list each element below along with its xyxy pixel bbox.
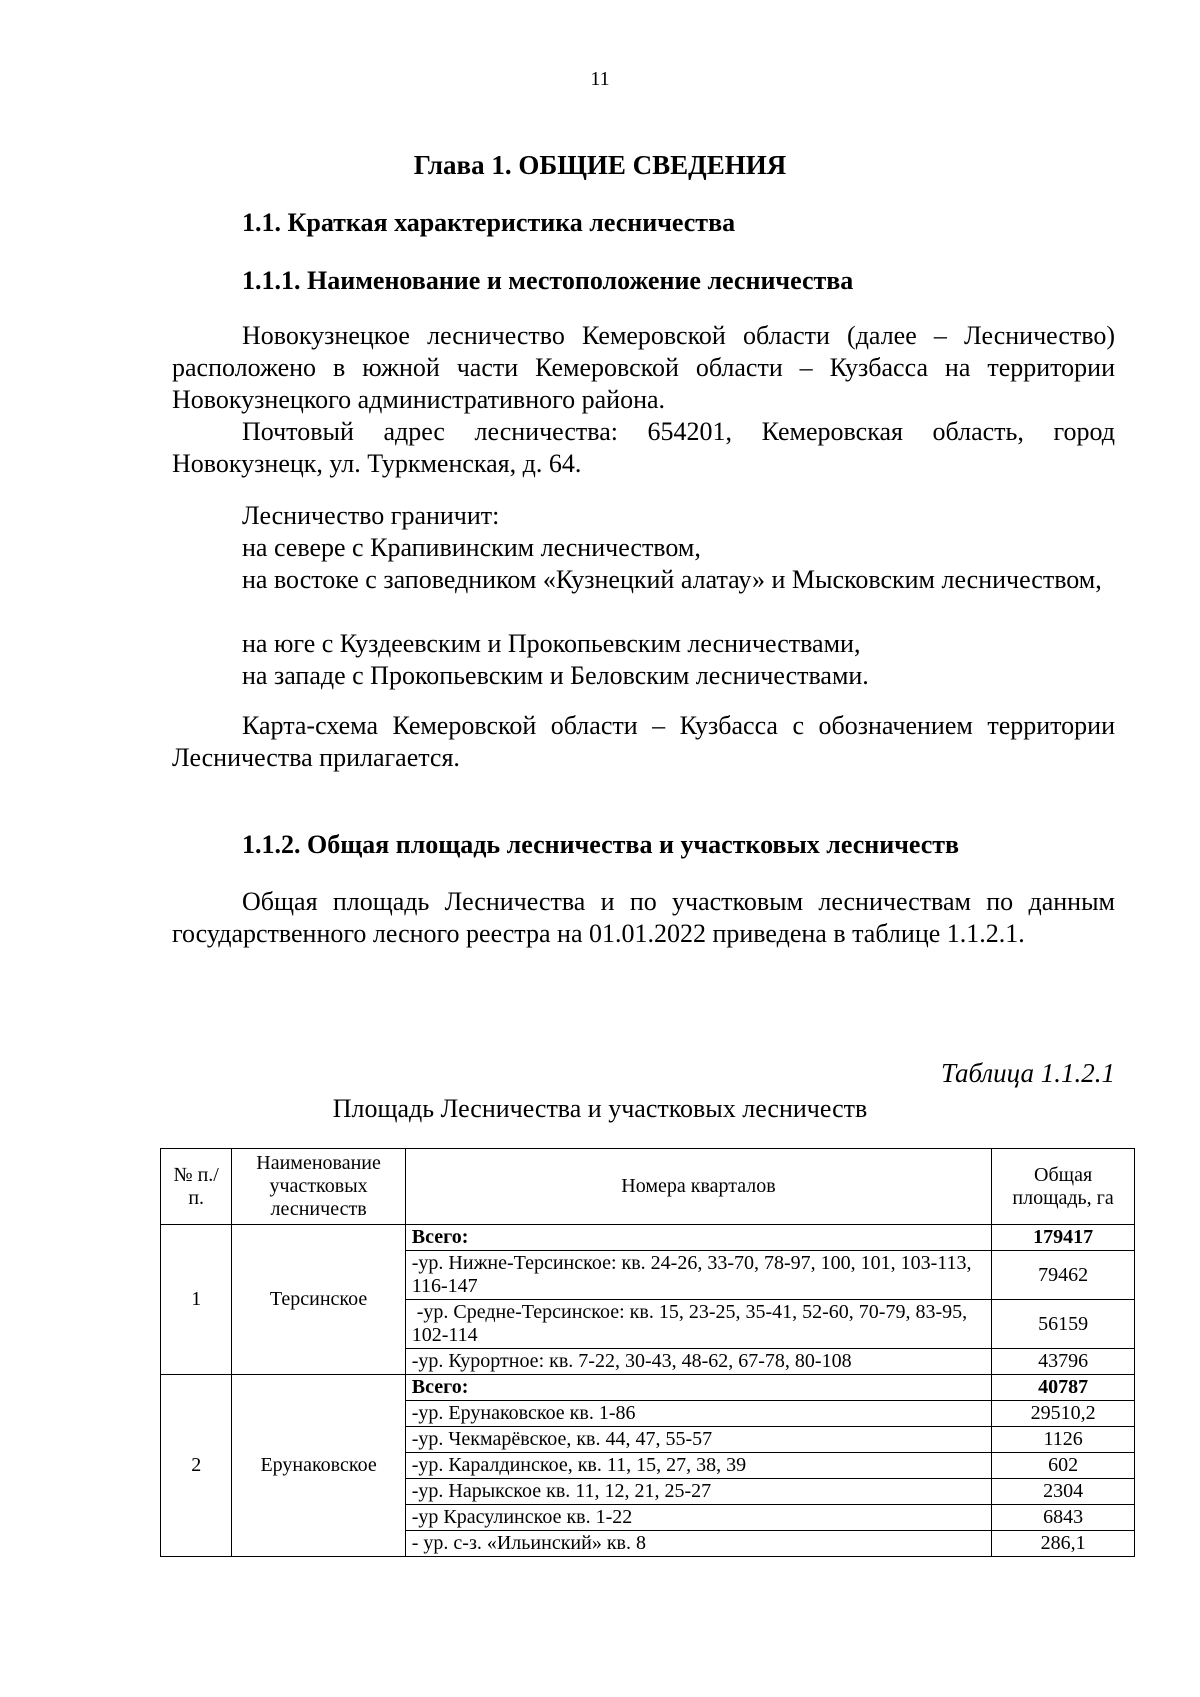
map-text: Карта-схема Кемеровской области – Кузбасса с обозначением территории Лесничества прилагается. <box>172 711 1115 772</box>
header-area: Общая площадь, га <box>992 1149 1135 1225</box>
group-name: Терсинское <box>232 1225 405 1375</box>
area-cell: 1126 <box>992 1427 1135 1453</box>
location-text: Новокузнецкое лесничество Кемеровской области (далее – Лесничество) расположено в южной части Кемеровской области – Кузбасса на территории Новокузнецкого административного района. <box>172 321 1115 414</box>
area-cell: 43796 <box>992 1349 1135 1375</box>
area-cell: 602 <box>992 1453 1135 1479</box>
total-value: 179417 <box>992 1225 1135 1251</box>
area-cell: 29510,2 <box>992 1401 1135 1427</box>
border-south: на юге с Куздеевским и Прокопьевским лесничествами, <box>242 629 861 658</box>
table-header-row <box>161 1149 1135 1225</box>
total-label: Всего: <box>405 1225 991 1251</box>
area-cell: 6843 <box>992 1505 1135 1531</box>
quarters-cell: - ур. с-з. «Ильинский» кв. 8 <box>405 1531 991 1557</box>
quarters-cell: -ур. Ерунаковское кв. 1-86 <box>405 1401 991 1427</box>
address-text: Почтовый адрес лесничества: 654201, Кемеровская область, город Новокузнецк, ул. Туркменская, д. 64. <box>172 417 1115 478</box>
header-quarters: Номера кварталов <box>405 1149 991 1225</box>
section-heading-1-1-2: 1.1.2. Общая площадь лесничества и участковых лесничеств <box>242 830 960 859</box>
total-value: 40787 <box>992 1375 1135 1401</box>
area-paragraph <box>172 886 1115 950</box>
quarters-cell: -ур. Каралдинское, кв. 11, 15, 27, 38, 39 <box>405 1453 991 1479</box>
border-north: на севере с Крапивинским лесничеством, <box>242 533 701 562</box>
header-name: Наименование участковых лесничеств <box>232 1149 405 1225</box>
section-heading-1-1-1: 1.1.1. Наименование и местоположение лесничества <box>242 266 854 295</box>
area-text: Общая площадь Лесничества и по участковым лесничествам по данным государственного лесного реестра на 01.01.2022 приведена в таблице 1.1.2.1. <box>172 887 1115 948</box>
group-name: Ерунаковское <box>232 1375 405 1557</box>
table-row <box>161 1225 1135 1251</box>
quarters-cell: -ур. Средне-Терсинское: кв. 15, 23-25, 35-41, 52-60, 70-79, 83-95, 102-114 <box>405 1300 991 1349</box>
location-paragraph <box>172 320 1115 416</box>
border-west: на западе с Прокопьевским и Беловским лесничествами. <box>242 661 869 690</box>
group-num: 1 <box>161 1225 232 1375</box>
page-number: 11 <box>590 68 610 90</box>
quarters-cell: -ур. Чекмарёвское, кв. 44, 47, 55-57 <box>405 1427 991 1453</box>
border-east-paragraph <box>172 564 1115 596</box>
quarters-cell: -ур. Нижне-Терсинское: кв. 24-26, 33-70, 78-97, 100, 101, 103-113, 116-147 <box>405 1251 991 1300</box>
quarters-cell: -ур Красулинское кв. 1-22 <box>405 1505 991 1531</box>
table-row <box>161 1375 1135 1401</box>
group-num: 2 <box>161 1375 232 1557</box>
area-cell: 2304 <box>992 1479 1135 1505</box>
area-table <box>160 1148 1135 1557</box>
quarters-cell: -ур. Курортное: кв. 7-22, 30-43, 48-62, 67-78, 80-108 <box>405 1349 991 1375</box>
border-east: на востоке с заповедником «Кузнецкий алатау» и Мысковским лесничеством, <box>242 565 1102 594</box>
borders-intro: Лесничество граничит: <box>242 501 500 530</box>
total-label: Всего: <box>405 1375 991 1401</box>
header-num: № п./п. <box>161 1149 232 1225</box>
area-cell: 79462 <box>992 1251 1135 1300</box>
quarters-cell: -ур. Нарыкское кв. 11, 12, 21, 25-27 <box>405 1479 991 1505</box>
table-label: Таблица 1.1.2.1 <box>940 1058 1115 1088</box>
map-paragraph <box>172 710 1115 774</box>
table-title: Площадь Лесничества и участковых лесничеств <box>332 1094 868 1123</box>
area-cell: 56159 <box>992 1300 1135 1349</box>
address-paragraph <box>172 416 1115 480</box>
chapter-title: Глава 1. ОБЩИЕ СВЕДЕНИЯ <box>413 150 787 180</box>
area-cell: 286,1 <box>992 1531 1135 1557</box>
section-heading-1-1: 1.1. Краткая характеристика лесничества <box>242 208 736 237</box>
